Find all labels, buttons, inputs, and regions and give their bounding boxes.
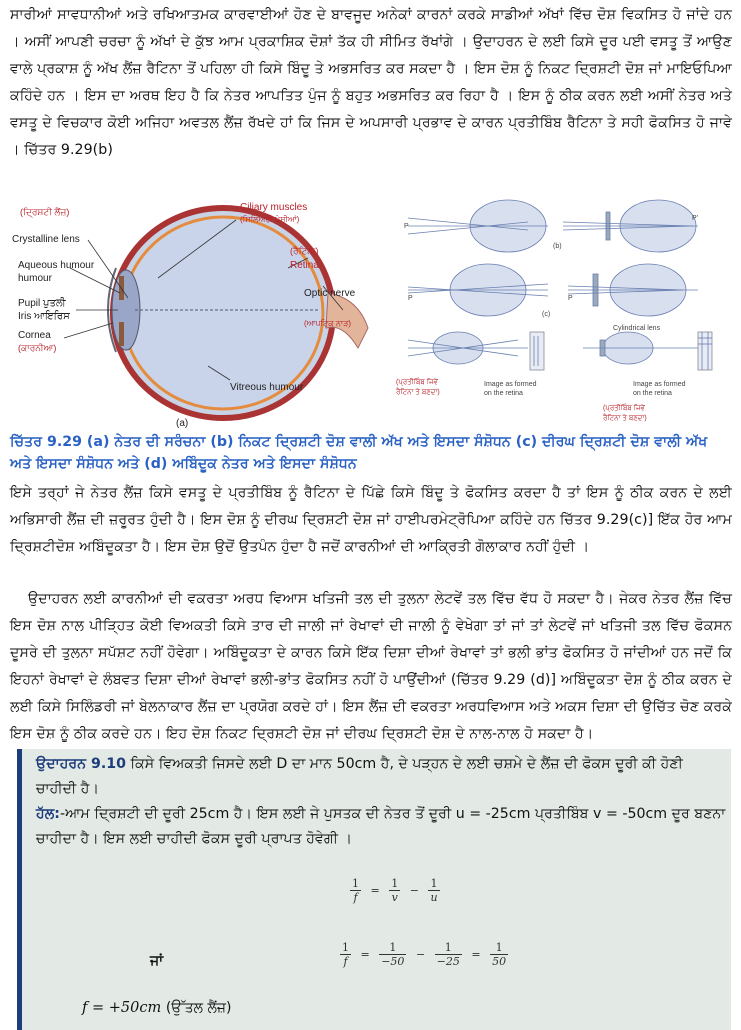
- example-label: ਉਦਾਹਰਨ 9.10: [36, 756, 127, 772]
- image-retina-b-2: on the retina: [633, 390, 672, 397]
- solution-text: -ਆਮ ਦ੍ਰਿਸ਼ਟੀ ਦੀ ਦੂਰੀ 25cm ਹੈ। ਇਸ ਲਈ ਜੇ ਪੁਸਤਕ ਦੀ ਨੇਤਰ ਤੋਂ ਦੂਰੀ u = -25cm ਪ੍ਰਤੀਬਿੰਬ v = -50cm ਦੂਰ ਬਣਨਾ ਚਾਹੀਦਾ ਹੈ। ਇਸ ਲਈ ਚਾਹੀਦੀ ਫੋਕਸ ਦੂਰੀ ਪ੍ਰਾਪਤ ਹੋਵੇਗੀ ।: [36, 806, 726, 847]
- point-pp-b2: P': [692, 215, 699, 222]
- or-label: ਜਾਂ: [150, 953, 164, 969]
- crystalline-lens-label: Crystalline lens: [12, 234, 80, 245]
- paragraph-hypermetropia: ਇਸੇ ਤਰ੍ਹਾਂ ਜੇ ਨੇਤਰ ਲੈਂਜ਼ ਕਿਸੇ ਵਸਤੂ ਦੇ ਪ੍ਰਤੀਬਿੰਬ ਨੂੰ ਰੈਟਿਨਾ ਦੇ ਪਿੱਛੇ ਕਿਸੇ ਬਿੰਦੂ ਤੇ ਫੋਕਸਿਤ ਕਰਦਾ ਹੈ ਤਾਂ ਇਸ ਨੂੰ ਠੀਕ ਕਰਨ ਦੇ ਲਈ ਅਭਿਸਾਰੀ ਲੈਂਜ਼ ਦੀ ਜ਼ਰੂਰਤ ਹੁੰਦੀ ਹੈ। ਇਸ ਦੋਸ਼ ਨੂੰ ਦੀਰਘ ਦ੍ਰਿਸ਼ਟੀ ਦੋਸ਼ ਜਾਂ ਹਾਈਪਰਮੇਟ੍ਰੋਪਿਆ ਕਹਿੰਦੇ ਹਨ ਚਿੱਤਰ 9.29(c)] ਇੱਕ ਹੋਰ ਆਮ ਦ੍ਰਿਸ਼ਟੀਦੋਸ਼ ਅਬਿੰਦੂਕਤਾ ਹੈ। ਇਸ ਦੋਸ਼ ਉਦੋਂ ਉਤਪੰਨ ਹੁੰਦਾ ਹੈ ਜਦੋਂ ਕਾਰਨੀਆਂ ਦੀ ਆਕ੍ਰਿਤੀ ਗੋਲਾਕਾਰ ਨਹੀਂ ਹੁੰਦੀ ।: [10, 485, 732, 555]
- ray-diagram-c: [408, 264, 698, 316]
- cornea-label: Cornea: [18, 330, 51, 341]
- panel-b-label: (b): [553, 243, 562, 250]
- equation-lens-formula: $\frac{1}{f}$ = $\frac{1}{v}$ − $\frac{1}{u}$: [352, 877, 438, 904]
- optic-pa-label: (ਆਪਟਿਕ ਨਾੜ): [304, 319, 352, 328]
- image-retina-pa-1: (ਪ੍ਰਤੀਬਿੰਬ ਜਿਵੇਂ: [396, 379, 438, 386]
- figure-caption: ਚਿੱਤਰ 9.29 (a) ਨੇਤਰ ਦੀ ਸਰੰਚਨਾ (b) ਨਿਕਟ ਦ੍ਰਿਸ਼ਟੀ ਦੋਸ਼ ਵਾਲੀ ਅੱਖ ਅਤੇ ਇਸਦਾ ਸੰਸ਼ੋਧਨ (c) ਦੀਰਘ ਦ੍ਰਿਸ਼ਟੀ ਦੋਸ਼ ਵਾਲੀ ਅੱਖ ਅਤੇ ਇਸਦਾ ਸੰਸ਼ੋਧਨ ਅਤੇ (d) ਅਬਿੰਦੂਕ ਨੇਤਰ ਅਤੇ ਇਸਦਾ ਸੰਸ਼ੋਧਨ: [10, 434, 708, 472]
- ciliary-pa-label: (ਸਿਲਿਅਰੀ ਪੇਸ਼ੀਆਂ): [240, 215, 300, 224]
- example-box: [17, 749, 731, 1030]
- example-question: [36, 752, 726, 802]
- dristi-lens-label: (ਦ੍ਰਿਸ਼ਟੀ ਲੈਂਜ਼): [20, 207, 70, 217]
- panel-a-label: (a): [176, 418, 189, 429]
- ciliary-label: Ciliary muscles: [240, 202, 308, 213]
- image-retina-1: Image as formed: [484, 381, 537, 388]
- panel-c-label: (c): [542, 311, 551, 318]
- cylindrical-lens-label: Cylindrical lens: [613, 325, 661, 332]
- paragraph-astigmatism: ਉਦਾਹਰਨ ਲਈ ਕਾਰਨੀਆਂ ਦੀ ਵਕਰਤਾ ਅਰਧ ਵਿਆਸ ਖਤਿਜੀ ਤਲ ਦੀ ਤੁਲਨਾ ਲੇਟਵੇਂ ਤਲ ਵਿੱਚ ਵੱਧ ਹੋ ਸਕਦਾ ਹੈ। ਜੇਕਰ ਨੇਤਰ ਲੈਂਜ਼ ਵਿੱਚ ਇਸ ਦੋਸ਼ ਨਾਲ ਪੀੜ੍ਹਿਤ ਕੋਈ ਵਿਅਕਤੀ ਕਿਸੇ ਤਾਰ ਦੀ ਜਾਲੀ ਜਾਂ ਰੇਖਾਵਾਂ ਦੀ ਜਾਲੀ ਨੂੰ ਵੇਖੇਗਾ ਤਾਂ ਜਾਂ ਤਾਂ ਲੇਟਵੇਂ ਜਾਂ ਖਤਿਜੀ ਤਲ ਵਿੱਚ ਫੋਕਸਨ ਦੂਸਰੇ ਦੀ ਤੁਲਨਾ ਸਪੱਸ਼ਟ ਨਹੀਂ ਹੋਵੇਗਾ। ਅਬਿੰਦੂਕਤਾ ਦੇ ਕਾਰਨ ਕਿਸੇ ਇੱਕ ਦਿਸ਼ਾ ਦੀਆਂ ਰੇਖਾਵਾਂ ਤਾਂ ਭਲੀ ਭਾਂਤ ਫੋਕਸਿਤ ਹੋ ਜਾਂਦੀਆਂ ਹਨ ਜਦੋਂ ਕਿ ਇਹਨਾਂ ਰੇਖਾਵਾਂ ਦੇ ਲੰਬਵਤ ਦਿਸ਼ਾ ਦੀਆਂ ਰੇਖਾਵਾਂ ਭਲੀ-ਭਾਂਤ ਫੋਕਸਿਤ ਨਹੀਂ ਹੋ ਪਾਉਂਦੀਆਂ (ਚਿੱਤਰ 9.29 (d)] ਅਬਿੰਦੂਕਤਾ ਦੋਸ਼ ਨੂੰ ਠੀਕ ਕਰਨ ਦੇ ਲਈ ਕਿਸੇ ਸਿਲਿੰਡਰੀ ਜਾਂ ਬੇਲਨਾਕਾਰ ਲੈਂਜ਼ ਦਾ ਪ੍ਰਯੋਗ ਕਰਦੇ ਹਾਂ। ਇਸ ਲੈਂਜ਼ ਦੀ ਵਕਰਤਾ ਅਰਧਵਿਆਸ ਅਤੇ ਅਕਸ ਦਿਸ਼ਾ ਦੀ ਉਚਿੱਤ ਚੋਣ ਕਰਕੇ ਇਸ ਦੋਸ਼ ਨੂੰ ਠੀਕ ਕਰਦੇ ਹਨ। ਇਹ ਦੋਸ਼ ਨਿਕਟ ਦ੍ਰਿਸ਼ਟੀ ਦੋਸ਼ ਜਾਂ ਦੀਰਘ ਦ੍ਰਿਸ਼ਟੀ ਦੋਸ਼ ਦੇ ਨਾਲ-ਨਾਲ ਹੋ ਸਕਦਾ ਹੈ।: [10, 591, 732, 742]
- eye-figure: [8, 198, 733, 430]
- vitreous-label: Vitreous humour: [230, 382, 304, 393]
- point-p-c1: P: [408, 295, 413, 302]
- image-retina-b-1: Image as formed: [633, 381, 686, 388]
- image-retina-2: on the retina: [484, 390, 523, 397]
- aqueous-humour-label: humour: [18, 273, 52, 284]
- example-solution: [36, 802, 726, 852]
- paragraph-myopia: ਸਾਰੀਆਂ ਸਾਵਧਾਨੀਆਂ ਅਤੇ ਰਖਿਆਤਮਕ ਕਾਰਵਾਈਆਂ ਹੋਣ ਦੇ ਬਾਵਜੂਦ ਅਨੇਕਾਂ ਕਾਰਨਾਂ ਕਰਕੇ ਸਾਡੀਆਂ ਅੱਖਾਂ ਵਿੱਚ ਦੋਸ਼ ਵਿਕਸਿਤ ਹੋ ਜਾਂਦੇ ਹਨ । ਅਸੀਂ ਆਪਣੀ ਚਰਚਾ ਨੂੰ ਅੱਖਾਂ ਦੇ ਕੁੱਝ ਆਮ ਪ੍ਰਕਾਸ਼ਿਕ ਦੋਸ਼ਾਂ ਤੱਕ ਹੀ ਸੀਮਿਤ ਰੱਖਾਂਗੇ । ਉਦਾਹਰਨ ਦੇ ਲਈ ਕਿਸੇ ਦੂਰ ਪਈ ਵਸਤੂ ਤੋਂ ਆਉਣ ਵਾਲੇ ਪ੍ਰਕਾਸ਼ ਨੂੰ ਅੱਖ ਲੈਂਜ਼ ਰੈਟਿਨਾ ਤੋਂ ਪਹਿਲਾ ਹੀ ਕਿਸੇ ਬਿੰਦੂ ਤੇ ਅਭਸਰਿਤ ਕਰ ਸਕਦਾ ਹੈ । ਇਸ ਦੋਸ਼ ਨੂੰ ਨਿਕਟ ਦ੍ਰਿਸ਼ਟੀ ਦੋਸ਼ ਜਾਂ ਮਾਇਓਪਿਆ ਕਹਿੰਦੇ ਹਨ । ਇਸ ਦਾ ਅਰਥ ਇਹ ਹੈ ਕਿ ਨੇਤਰ ਆਪਤਿਤ ਪੁੰਜ ਨੂੰ ਬਹੁਤ ਅਭਸਰਿਤ ਕਰ ਰਿਹਾ ਹੈ । ਇਸ ਨੂੰ ਠੀਕ ਕਰਨ ਲਈ ਅਸੀਂ ਨੇਤਰ ਅਤੇ ਵਸਤੂ ਦੇ ਵਿਚਕਾਰ ਕੋਈ ਅਜਿਹਾ ਅਵਤਲ ਲੈਂਜ਼ ਰੱਖਦੇ ਹਾਂ ਕਿ ਜਿਸ ਦੇ ਅਪਸਾਰੀ ਪ੍ਰਭਾਵ ਦੇ ਕਾਰਨ ਪ੍ਰਤੀਬਿੰਬ ਰੈਟਿਨਾ ਤੇ ਸਹੀ ਫੋਕਸਿਤ ਹੋ ਜਾਵੇ । ਚਿੱਤਰ 9.29(b): [10, 7, 732, 158]
- retina-label: Retina: [290, 260, 319, 271]
- optic-label: Optic nerve: [304, 288, 356, 299]
- iris-label: Iris ਆਇਰਿਸ: [18, 311, 70, 322]
- image-retina-b-pa-1: (ਪ੍ਰਤੀਬਿੰਬ ਜਿਵੇਂ: [603, 405, 645, 412]
- point-p-b1: P: [404, 223, 409, 230]
- ray-diagram-d: [408, 332, 712, 370]
- final-answer: f = +50cm (ਉੱਤਲ ਲੈਂਜ਼): [82, 1000, 232, 1016]
- pupil-label: Pupil ਪੁਤਲੀ: [18, 298, 66, 309]
- retina-pa-label: (ਰੈਟਿਨਾ): [290, 246, 319, 256]
- example-question-text: ਕਿਸੇ ਵਿਅਕਤੀ ਜਿਸਦੇ ਲਈ D ਦਾ ਮਾਨ 50cm ਹੈ, ਦੇ ਪੜ੍ਹਨ ਦੇ ਲਈ ਚਸ਼ਮੇ ਦੇ ਲੈਂਜ਼ ਦੀ ਫੋਕਸ ਦੂਰੀ ਕੀ ਹੋਣੀ ਚਾਹੀਦੀ ਹੈ।: [36, 756, 683, 797]
- solution-label: ਹੱਲ:: [36, 806, 60, 822]
- equation-substituted: $\frac{1}{f}$ = $\frac{1}{-50}$ − $\frac{1}{-25}$ = $\frac{1}{50}$: [342, 941, 507, 968]
- image-retina-b-pa-2: ਰੈਟਿਨਾ ਤੇ ਬਣਦਾ): [603, 415, 647, 422]
- cornea-pa-label: (ਕਾਰਨੀਆ): [18, 343, 57, 353]
- point-p-c2: P: [568, 295, 573, 302]
- aqueous-label: Aqueous humour: [18, 260, 95, 271]
- image-retina-pa-2: ਰੈਟਿਨਾ ਤੇ ਬਣਦਾ): [396, 389, 440, 396]
